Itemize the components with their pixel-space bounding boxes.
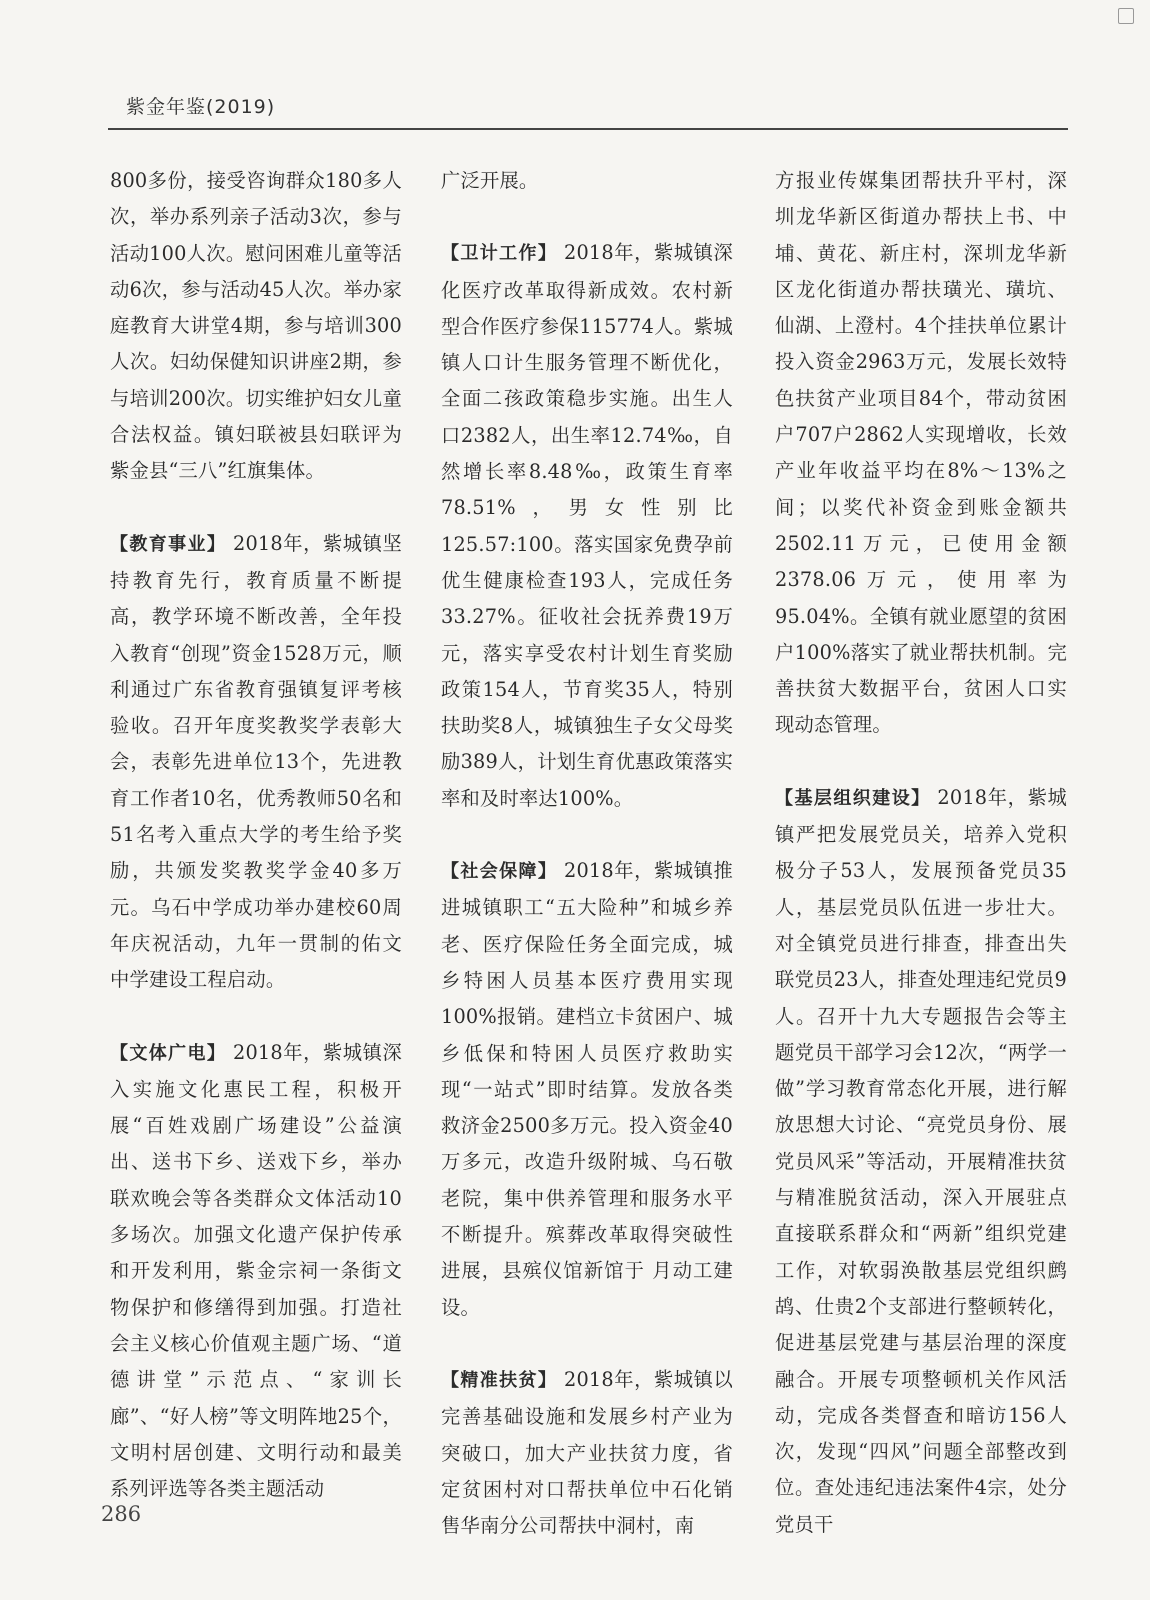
corner-mark (1118, 8, 1134, 24)
paragraph-women-children-cont: 800多份，接受咨询群众180多人次，举办系列亲子活动3次，参与活动100人次。慰问困难儿童等活动6次，参与活动45人次。举办家庭教育大讲堂4期，参与培训300人次。妇幼保健知识讲座2期，参与培训200次。切实维护妇女儿童合法权益。镇妇联被县妇联评为紫金县“三八”红旗集体。 (110, 169, 402, 483)
section-body-poverty: 2018年，紫城镇以完善基础设施和发展乡村产业为突破口，加大产业扶贫力度，省定贫困村对口帮扶单位中石化销售华南分公司帮扶中洞村，南 (441, 1367, 733, 1538)
section-health (441, 235, 733, 817)
paragraph-culture-cont: 广泛开展。 (441, 169, 539, 192)
column-2 (441, 163, 733, 1580)
page-number: 286 (101, 1502, 142, 1526)
section-title-culture: 【文体广电】 (110, 1042, 227, 1064)
section-title-education: 【教育事业】 (110, 533, 227, 555)
section-social (441, 853, 733, 1326)
paragraph-poverty-cont: 方报业传媒集团帮扶升平村，深圳龙华新区街道办帮扶上书、中埔、黄花、新庄村，深圳龙华新区龙化街道办帮扶璜光、璜坑、仙湖、上澄村。4个挂扶单位累计投入资金2963万元，发展长效特色扶贫产业项目84个，带动贫困户707户2862人实现增收，长效产业年收益平均在8%～13%之间；以奖代补资金到账金额共2502.11万元，已使用金额2378.06万元，使用率为95.04%。全镇有就业愿望的贫困户100%落实了就业帮扶机制。完善扶贫大数据平台，贫困人口实现动态管理。 (775, 169, 1067, 737)
section-education (110, 526, 402, 999)
section-body-education: 2018年，紫城镇坚持教育先行，教育质量不断提高，教学环境不断改善，全年投入教育“创现”资金1528万元，顺利通过广东省教育强镇复评考核验收。召开年度奖教奖学表彰大会，表彰先进单位13个，先进教育工作者10名，优秀教师50名和51名考入重点大学的考生给予奖励，共颁发奖教奖学金40多万元。乌石中学成功举办建校60周年庆祝活动，九年一贯制的佑文中学建设工程启动。 (110, 531, 402, 992)
running-header-title: 紫金年鉴(2019) (126, 96, 276, 118)
running-header (108, 92, 1068, 130)
section-poverty (441, 1362, 733, 1544)
section-body-party: 2018年，紫城镇严把发展党员关，培养入党积极分子53人，发展预备党员35人，基层党员队伍进一步壮大。对全镇党员进行排查，排查出失联党员23人，排查处理违纪党员9人。召开十九大专题报告会等主题党员干部学习会12次，“两学一做”学习教育常态化开展，进行解放思想大讨论、“亮党员身份、展党员风采”等活动，开展精准扶贫与精准脱贫活动，深入开展驻点直接联系群众和“两新”组织党建工作，对软弱涣散基层党组织鹧鸪、仕贵2个支部进行整顿转化，促进基层党建与基层治理的深度融合。开展专项整顿机关作风活动，完成各类督查和暗访156人次，发现“四风”问题全部整改到位。查处违纪违法案件4宗，处分党员干 (775, 785, 1068, 1536)
section-body-health: 2018年，紫城镇深化医疗改革取得新成效。农村新型合作医疗参保115774人。紫城镇人口计生服务管理不断优化，全面二孩政策稳步实施。出生人口2382人，出生率12.74‰，自然增长率8.48‰，政策生育率78.51%，男女性别比125.57:100。落实国家免费孕前优生健康检查193人，完成任务33.27%。征收社会抚养费19万元，落实享受农村计划生育奖励政策154人，节育奖35人，特别扶助奖8人，城镇独生子女父母奖励389人，计划生育优惠政策落实率和及时率达100%。 (441, 241, 733, 810)
section-title-party: 【基层组织建设】 (775, 787, 931, 809)
section-title-social: 【社会保障】 (441, 861, 558, 883)
section-title-poverty: 【精准扶贫】 (441, 1369, 558, 1391)
text-columns (110, 163, 1076, 1538)
section-body-culture: 2018年，紫城镇深入实施文化惠民工程，积极开展“百姓戏剧广场建设”公益演出、送书下乡、送戏下乡，举办联欢晚会等各类群众文体活动10多场次。加强文化遗产保护传承和开发利用，紫金宗祠一条街文物保护和修缮得到加强。打造社会主义核心价值观主题广场、“道德讲堂”示范点、“家训长廊”、“好人榜”等文明阵地25个，文明村居创建、文明行动和最美系列评选等各类主题活动 (110, 1040, 402, 1501)
column-3 (775, 163, 1067, 1579)
section-body-social: 2018年，紫城镇推进城镇职工“五大险种”和城乡养老、医疗保险任务全面完成，城乡特困人员基本医疗费用实现100%报销。建档立卡贫困户、城乡低保和特困人员医疗救助实现“一站式”即时结算。发放各类救济金2500多万元。投入资金40万多元，改造升级附城、乌石敬老院，集中供养管理和服务水平不断提升。殡葬改革取得突破性进展，县殡仪馆新馆于 月动工建设。 (441, 859, 733, 1319)
section-culture (110, 1035, 402, 1508)
section-party (775, 780, 1067, 1543)
column-1 (110, 163, 402, 1543)
section-title-health: 【卫计工作】 (441, 243, 558, 265)
